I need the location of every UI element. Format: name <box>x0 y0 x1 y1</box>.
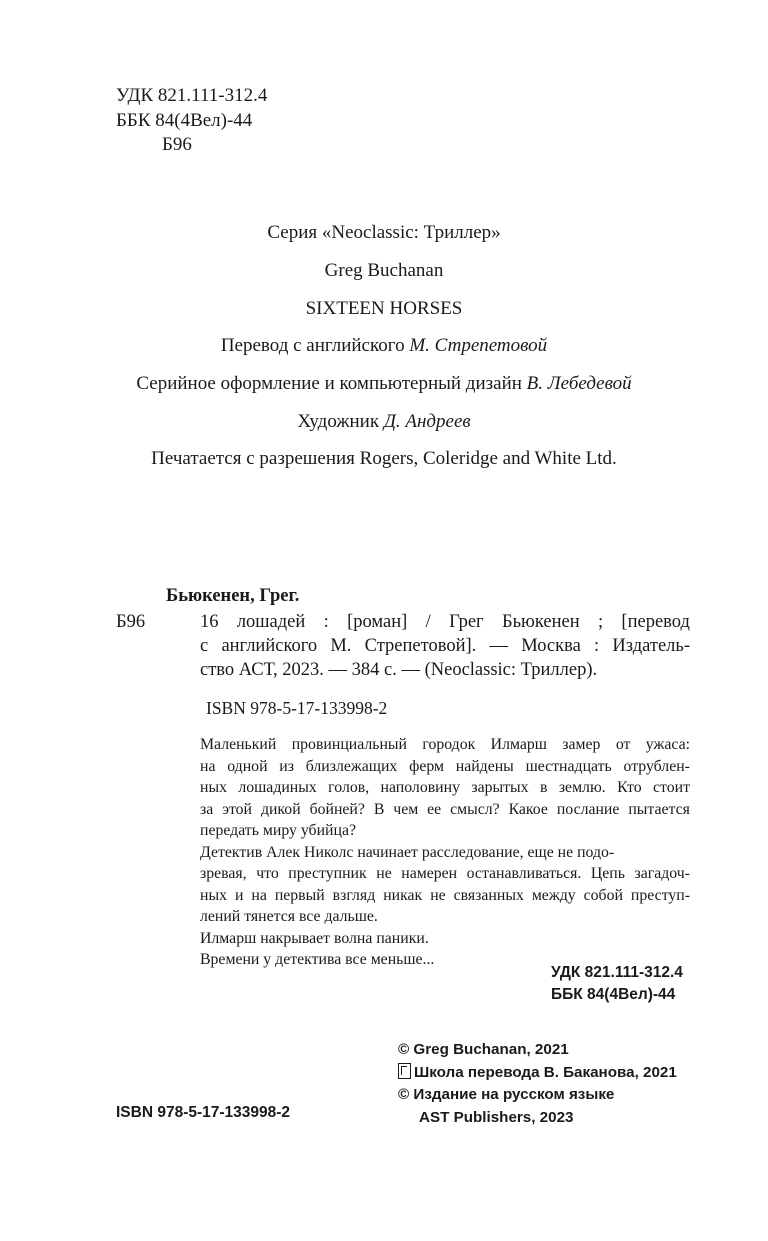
word: близлежащих <box>305 757 398 775</box>
word: ных <box>200 886 227 904</box>
word: провинциальный <box>291 736 407 753</box>
artist-name: Д. Андреев <box>383 411 471 432</box>
series-line: Серия «Neoclassic: Триллер» <box>267 222 501 243</box>
word: ее <box>427 800 442 818</box>
word: на <box>200 757 216 775</box>
word: / <box>425 612 431 632</box>
bbk-code-bottom: ББК 84(4Вел)-44 <box>551 986 676 1003</box>
classification-codes <box>551 962 683 1006</box>
word: лошадей <box>236 612 306 632</box>
word: зарытых <box>471 779 529 796</box>
word: 16 <box>200 612 219 632</box>
word: лошадиных <box>238 779 317 796</box>
translation-line <box>0 335 768 357</box>
udk-code-bottom: УДК 821.111-312.4 <box>551 964 683 981</box>
word: [перевод <box>621 612 690 632</box>
rights-line: Печатается с разрешения Rogers, Coleridge and White Ltd. <box>151 448 617 469</box>
word: от <box>615 736 631 753</box>
word: Грег <box>449 612 484 632</box>
word: взгляд <box>332 886 376 904</box>
word: ; <box>597 612 604 632</box>
translation-prefix: Перевод с английского <box>220 335 405 356</box>
annotation-line <box>200 777 690 799</box>
word: намерен <box>401 865 458 882</box>
word: этой <box>222 800 253 818</box>
word: смысл? <box>450 800 500 818</box>
word: связанных <box>453 886 524 904</box>
word: преступник <box>288 865 367 882</box>
translator-name: М. Стрепетовой <box>409 335 548 356</box>
word: чем <box>393 800 419 818</box>
word: между <box>531 886 576 904</box>
word: ужаса: <box>645 736 690 753</box>
word: Издатель- <box>612 636 690 656</box>
annotation-line: передать миру убийца? <box>200 822 356 839</box>
word: первый <box>274 886 325 904</box>
word: ных <box>200 779 227 796</box>
bbk-code: ББК 84(4Вел)-44 <box>116 109 253 131</box>
school-text: Школа перевода В. Баканова, 2021 <box>414 1063 677 1081</box>
word: на <box>251 886 267 904</box>
word: пытается <box>628 800 690 818</box>
annotation <box>200 734 690 971</box>
word: и <box>234 886 244 904</box>
word: шестнадцать <box>525 757 612 775</box>
copyright-edition: © Издание на русском языке <box>398 1086 615 1103</box>
designer-name: В. Лебедевой <box>526 373 632 394</box>
original-title: SIXTEEN HORSES <box>305 298 463 319</box>
word: останавливаться. <box>466 865 582 882</box>
copyright-block <box>398 1039 677 1129</box>
word: В <box>373 800 385 818</box>
annotation-line <box>200 885 690 907</box>
annotation-line <box>200 799 690 821</box>
school-logo-icon <box>398 1063 411 1079</box>
word: землю. <box>558 779 606 796</box>
word: Стрепетовой]. <box>364 636 477 656</box>
word: Москва <box>521 636 581 656</box>
word: преступ- <box>630 886 690 904</box>
word: зревая, <box>200 865 247 882</box>
biblio-line-1 <box>200 610 690 634</box>
artist-prefix: Художник <box>297 411 380 432</box>
word: Кто <box>617 779 642 796</box>
author-mark: Б96 <box>162 134 192 155</box>
word: : <box>594 636 600 656</box>
word: одной <box>227 757 268 775</box>
biblio-isbn: ISBN 978-5-17-133998-2 <box>206 698 388 718</box>
word: наполовину <box>380 779 460 796</box>
word: Илмарш <box>490 736 547 753</box>
biblio-author: Бьюкенен, Грег. <box>166 586 300 606</box>
copyright-author: © Greg Buchanan, 2021 <box>398 1041 569 1058</box>
word: стоит <box>653 779 690 796</box>
annotation-line <box>200 734 690 756</box>
word: Бьюкенен <box>501 612 580 632</box>
annotation-line <box>200 863 690 885</box>
isbn-footer: ISBN 978-5-17-133998-2 <box>116 1104 291 1121</box>
word: : <box>323 612 329 632</box>
design-line <box>0 373 768 395</box>
word: никак <box>383 886 423 904</box>
artist-line <box>0 411 768 433</box>
word: ферм <box>409 757 444 775</box>
word: найдены <box>455 757 514 775</box>
udk-code: УДК 821.111-312.4 <box>116 85 268 106</box>
word: загадоч- <box>634 865 690 882</box>
word: что <box>256 865 279 882</box>
annotation-line: лений тянется все дальше. <box>200 908 378 925</box>
biblio-code: Б96 <box>116 612 146 632</box>
copyright-school <box>398 1062 677 1085</box>
word: дикой <box>260 800 301 818</box>
copyright-publisher: AST Publishers, 2023 <box>419 1108 574 1126</box>
biblio-line-3: ство АСТ, 2023. — 384 с. — (Neoclassic: Триллер). <box>200 660 598 680</box>
word: собой <box>583 886 623 904</box>
biblio-line-2 <box>200 634 690 658</box>
biblio-description <box>200 610 690 682</box>
word: за <box>200 800 214 818</box>
word: с <box>200 636 209 656</box>
word: не <box>430 886 446 904</box>
word: не <box>376 865 392 882</box>
word: Цепь <box>590 865 625 882</box>
word: — <box>489 636 508 656</box>
udk-header <box>116 84 267 158</box>
word: в <box>539 779 548 796</box>
word: Какое <box>508 800 548 818</box>
word: отрублен- <box>623 757 690 775</box>
word: замер <box>562 736 601 753</box>
annotation-line: Детектив Алек Николс начинает расследование, еще не подо- <box>200 843 615 861</box>
word: из <box>279 757 294 775</box>
word: М. <box>330 636 352 656</box>
word: бойней? <box>309 800 365 818</box>
word: голов, <box>328 779 370 796</box>
annotation-line: Времени у детектива все меньше... <box>200 951 435 968</box>
word: городок <box>422 736 476 753</box>
annotation-line <box>200 756 690 778</box>
original-author: Greg Buchanan <box>324 260 444 281</box>
design-prefix: Серийное оформление и компьютерный дизайн <box>136 373 522 394</box>
word: послание <box>556 800 620 818</box>
word: Маленький <box>200 736 277 753</box>
word: [роман] <box>347 612 408 632</box>
annotation-line: Илмарш накрывает волна паники. <box>200 929 429 947</box>
word: английского <box>221 636 318 656</box>
